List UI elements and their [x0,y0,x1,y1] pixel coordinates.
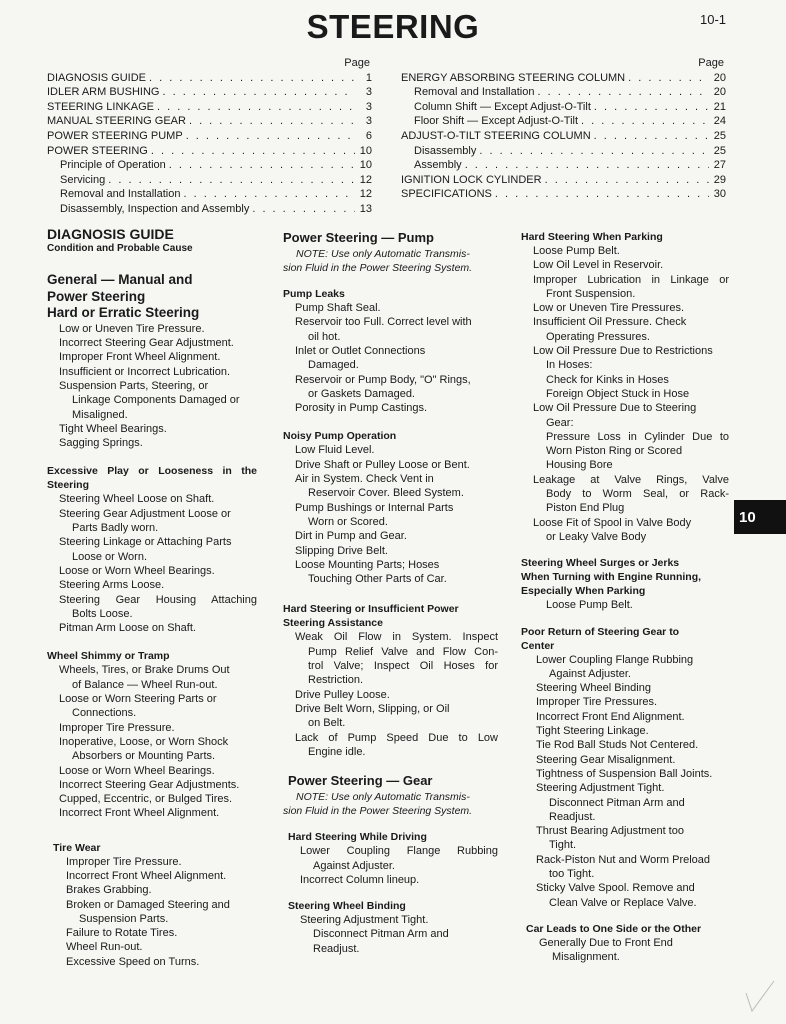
list-item: or Leaky Valve Body [546,530,647,543]
list-item: Steering Adjustment Tight. [536,782,665,795]
list-item: Air in System. Check Vent in [295,473,434,486]
toc-title: POWER STEERING PUMP [47,129,183,142]
surges-heading [521,556,729,598]
driving-heading: Hard Steering While Driving [288,831,427,844]
toc-leader [581,114,709,129]
list-item: Steering Wheel Binding [536,682,651,695]
gear-note [283,790,498,819]
toc-row [47,144,372,159]
toc-row [401,100,726,115]
hard-assist-list [283,630,498,759]
list-item: Readjust. [313,942,360,955]
toc-row [401,187,726,202]
toc-row [47,187,372,202]
toc-page: 3 [365,115,372,128]
list-item: Readjust. [549,810,596,823]
toc-row [401,173,726,188]
list-item: Incorrect Steering Gear Adjustment. [59,337,234,350]
list-item: Wheel Run-out. [66,941,143,954]
heading-line: Poor Return of Steering Gear to [521,625,680,638]
list-item: Drive Shaft or Pulley Loose or Bent. [295,458,470,471]
list-item: Sagging Springs. [59,437,143,450]
list-item: Steering Wheel Loose on Shaft. [59,493,215,506]
binding-heading: Steering Wheel Binding [288,900,406,913]
driving-list [283,844,498,887]
list-item: Pitman Arm Loose on Shaft. [59,622,196,635]
list-item: Sticky Valve Spool. Remove and [536,882,695,895]
list-item: Damaged. [308,359,359,372]
list-item: Rack-Piston Nut and Worm Preload [536,853,711,866]
list-item: Tight. [549,839,577,852]
toc-page: 24 [713,115,726,128]
toc-leader [162,85,355,100]
list-item: Body to Worm Seal, or Rack- [546,488,729,501]
toc-page: 29 [713,173,726,186]
toc-page: 12 [359,173,372,186]
list-item: Absorbers or Mounting Parts. [72,750,216,763]
toc-title: ENERGY ABSORBING STEERING COLUMN [401,71,626,84]
toc-leader [157,100,355,115]
general-heading: General — Manual and [47,272,193,288]
toc-leader [149,71,355,86]
toc-page: 21 [713,100,726,113]
excessive-heading: Steering [47,479,90,492]
list-item: Inlet or Outlet Connections [295,344,426,357]
gear-heading: Power Steering — Gear [288,773,433,789]
list-item: Weak Oil Flow in System. Inspect [295,631,498,644]
list-item: Steering Adjustment Tight. [300,914,429,927]
list-item: Low Oil Level in Reservoir. [533,259,664,272]
parking-heading: Hard Steering When Parking [521,231,663,243]
toc-leader [151,144,355,159]
list-item: Tight Steering Linkage. [536,725,649,738]
toc-page-label: Page [344,57,370,69]
list-item: Pump Bushings or Internal Parts [295,501,454,514]
list-item: Check for Kinks in Hoses [546,373,669,386]
list-item: Lower Coupling Flange Rubbing [536,653,694,666]
list-item: Steering Gear Housing Attaching [59,593,257,606]
list-item: Lower Coupling Flange Rubbing [300,845,498,858]
list-item: Against Adjuster. [313,859,395,872]
list-item: Suspension Parts, Steering, or [59,379,209,392]
list-item: Improper Tire Pressures. [536,696,658,709]
list-item: Low or Uneven Tire Pressures. [533,302,685,315]
pump-note [283,247,498,276]
toc-leader [186,129,355,144]
list-item: Low Oil Pressure Due to Restrictions [533,345,713,358]
toc-leader [183,187,355,202]
list-item: Insufficient Oil Pressure. Check [533,316,687,329]
toc-title: IDLER ARM BUSHING [47,86,160,99]
list-item: Broken or Damaged Steering and [66,898,230,911]
list-item: Against Adjuster. [549,667,631,680]
toc-row [401,158,726,173]
toc-title: MANUAL STEERING GEAR [47,115,186,128]
list-item: Reservoir or Pump Body, "O" Rings, [295,373,471,386]
list-item: Worn Piston Ring or Scored [546,445,683,458]
list-item: Brakes Grabbing. [66,884,152,897]
list-item: Steering Gear Adjustment Loose or [59,507,231,520]
section-heading: DIAGNOSIS GUIDE [47,226,174,242]
list-item: Gear: [546,416,574,429]
list-item: Restriction. [308,674,364,687]
page-number: 10-1 [700,12,727,27]
car-leads-heading: Car Leads to One Side or the Other [526,922,702,935]
list-item: Leakage at Valve Rings, Valve [533,473,729,486]
toc-page: 25 [713,129,726,142]
note-line: NOTE: Use only Automatic Transmis- [296,790,470,803]
pump-heading: Power Steering — Pump [283,230,434,245]
toc-page: 1 [365,71,372,84]
list-item: Thrust Bearing Adjustment too [536,825,684,838]
toc-page: 10 [359,144,372,157]
page-title: STEERING [306,8,480,45]
list-item: too Tight. [549,867,595,880]
toc-page: 10 [359,159,372,172]
list-item: Slipping Drive Belt. [295,544,388,557]
list-item: Engine idle. [308,745,366,758]
toc-title: DIAGNOSIS GUIDE [47,71,147,84]
noisy-heading: Noisy Pump Operation [283,430,397,443]
list-item: Incorrect Front Wheel Alignment. [66,870,227,882]
list-item: Suspension Parts. [79,912,169,925]
section-subheading: Condition and Probable Cause [47,243,193,254]
list-item: Low or Uneven Tire Pressure. [59,322,205,335]
list-item: Housing Bore [546,459,613,472]
toc-title: Removal and Installation [60,188,181,201]
toc-title: STEERING LINKAGE [47,100,154,113]
note-line: sion Fluid in the Power Steering System. [283,261,473,274]
list-item: Loose Fit of Spool in Valve Body [533,516,692,529]
binding-list [283,913,498,956]
list-item: Foreign Object Stuck in Hose [546,387,690,400]
list-item: Tightness of Suspension Ball Joints. [536,767,713,780]
toc-page-label: Page [698,57,724,69]
column-2 [283,230,498,956]
parking-list [521,244,729,544]
list-item: Loose Mounting Parts; Hoses [295,558,440,571]
toc-leader [108,173,355,188]
toc-leader [169,158,355,173]
toc-right [401,56,726,202]
list-item: Pressure Loss in Cylinder Due to [546,430,729,443]
list-item: Piston End Plug [546,502,625,515]
toc-title: POWER STEERING [47,144,148,157]
list-item: Loose or Worn. [72,550,148,563]
toc-leader [252,202,355,217]
leaks-list [283,301,498,415]
toc-page: 3 [365,86,372,99]
shimmy-heading: Wheel Shimmy or Tramp [47,650,170,663]
heading-line: Especially When Parking [521,585,646,598]
toc-title: Removal and Installation [414,86,535,99]
list-item: Cupped, Eccentric, or Bulged Tires. [59,793,233,806]
list-item: Low Oil Pressure Due to Steering [533,402,697,415]
list-item: Worn or Scored. [308,515,388,528]
general-heading: Hard or Erratic Steering [47,305,200,321]
list-item: Drive Pulley Loose. [295,688,390,701]
list-item: Loose Pump Belt. [546,599,633,612]
list-item: Incorrect Front End Alignment. [536,710,685,723]
hard-assist-heading: Hard Steering or Insufficient Power [283,603,459,616]
section-tab: 10 [734,500,786,534]
list-item: In Hoses: [546,359,593,372]
toc-page: 20 [713,71,726,84]
toc-page: 6 [365,129,372,142]
toc-row [47,202,372,217]
toc-page: 3 [365,100,372,113]
toc-title: Principle of Operation [60,159,166,172]
return-heading [521,625,729,653]
toc-leader [189,114,355,129]
toc-page: 20 [713,86,726,99]
heading-line: When Turning with Engine Running, [521,571,702,584]
list-item: Improper Lubrication in Linkage or [533,273,729,286]
list-item: on Belt. [308,717,346,730]
heading-line: Center [521,639,555,652]
hard-assist-heading: Steering Assistance [283,617,383,630]
list-item: Connections. [72,707,137,720]
list-item: Excessive Speed on Turns. [66,955,200,968]
list-item: Incorrect Steering Gear Adjustments. [59,778,240,791]
list-item: Disconnect Pitman Arm and [549,796,685,809]
corner-mark-icon [742,975,782,1015]
noisy-list [283,443,498,586]
list-item: Reservoir too Full. Correct level with [295,316,472,329]
list-item: Steering Gear Misalignment. [536,753,676,766]
list-item: Loose or Worn Steering Parts or [59,693,217,706]
note-line: NOTE: Use only Automatic Transmis- [296,247,470,260]
list-item: Linkage Components Damaged or [72,394,240,407]
list-item: Wheels, Tires, or Brake Drums Out [59,664,230,677]
list-item: Reservoir Cover. Bleed System. [308,487,464,500]
list-item: Tight Wheel Bearings. [59,422,167,435]
toc-row [47,100,372,115]
toc-page: 13 [359,202,372,215]
toc-title: IGNITION LOCK CYLINDER [401,173,542,186]
list-item: Incorrect Front Wheel Alignment. [59,807,220,820]
toc-row [401,114,726,129]
list-item: Loose Pump Belt. [533,245,620,257]
list-item: of Balance — Wheel Run-out. [72,678,218,691]
toc-title: Column Shift — Except Adjust-O-Tilt [414,100,591,113]
toc-leader [594,100,709,115]
toc-row [47,114,372,129]
list-item: Operating Pressures. [546,330,650,343]
toc-leader [479,144,709,159]
list-item: Generally Due to Front End [539,936,673,949]
list-item: Touching Other Parts of Car. [308,573,447,586]
list-item: Misaligned. [72,408,128,421]
list-item: Low Fluid Level. [295,444,375,457]
list-item: trol Valve; Inspect Oil Hoses for [308,660,498,673]
return-list [521,653,729,910]
toc-page: 12 [359,188,372,201]
list-item: Pump Relief Valve and Flow Con- [308,645,498,658]
list-item: Loose or Worn Wheel Bearings. [59,564,215,577]
list-item: Insufficient or Incorrect Lubrication. [59,365,230,378]
list-item: Porosity in Pump Castings. [295,402,428,415]
toc-leader [537,85,709,100]
toc-row [401,71,726,86]
list-item: or Gaskets Damaged. [308,387,415,400]
list-item: Clean Valve or Replace Valve. [549,896,697,909]
list-item: Inoperative, Loose, or Worn Shock [59,735,229,748]
toc-row [47,158,372,173]
toc-leader [465,158,709,173]
toc-title: Disassembly, Inspection and Assembly [60,202,250,215]
toc-title: Floor Shift — Except Adjust-O-Tilt [414,115,579,128]
general-heading: Power Steering [47,288,146,304]
toc-leader [628,71,709,86]
toc-title: Servicing [60,173,106,186]
list-item: Improper Tire Pressure. [66,855,182,868]
toc-leader [495,187,709,202]
toc-row [47,129,372,144]
tire-heading: Tire Wear [53,841,101,854]
list-item: Failure to Rotate Tires. [66,927,178,940]
list-item: Incorrect Column lineup. [300,873,420,886]
heading-line: Steering Wheel Surges or Jerks [521,557,680,570]
list-item: Lack of Pump Speed Due to Low [295,731,498,744]
note-line: sion Fluid in the Power Steering System. [283,804,473,817]
toc-title: Disassembly [414,144,477,157]
toc-row [47,71,372,86]
list-item: Misalignment. [552,951,620,964]
list-item: Loose or Worn Wheel Bearings. [59,764,215,777]
list-item: Improper Tire Pressure. [59,721,175,734]
excessive-heading: Excessive Play or Looseness in the [47,465,257,478]
toc-row [401,85,726,100]
list-item: Pump Shaft Seal. [295,302,381,315]
toc-page: 27 [713,159,726,172]
list-item: Disconnect Pitman Arm and [313,928,449,941]
list-item: Bolts Loose. [72,607,133,620]
column-3 [521,230,729,964]
shimmy-list [47,663,257,820]
toc-page: 30 [713,188,726,201]
list-item: Drive Belt Worn, Slipping, or Oil [295,702,450,715]
toc-left [47,56,372,217]
list-item: Steering Linkage or Attaching Parts [59,536,232,549]
toc-leader [594,129,709,144]
tire-list [47,855,257,969]
toc-row [47,173,372,188]
toc-row [47,85,372,100]
toc-leader [545,173,709,188]
toc-page: 25 [713,144,726,157]
list-item: Parts Badly worn. [72,522,159,535]
list-item: Dirt in Pump and Gear. [295,530,407,543]
leaks-heading: Pump Leaks [283,288,345,301]
toc-title: Assembly [414,159,462,172]
car-leads-list [521,936,729,965]
toc-row [401,129,726,144]
list-item: Steering Arms Loose. [59,579,165,592]
list-item: oil hot. [308,330,341,343]
toc-title: SPECIFICATIONS [401,188,492,201]
excessive-list [47,492,257,635]
list-item: Tie Rod Ball Studs Not Centered. [536,739,699,752]
hard-erratic-list [47,322,257,451]
toc-title: ADJUST-O-TILT STEERING COLUMN [401,129,591,142]
column-1 [47,226,257,969]
list-item: Front Suspension. [546,287,636,300]
toc-row [401,144,726,159]
list-item: Improper Front Wheel Alignment. [59,351,221,364]
